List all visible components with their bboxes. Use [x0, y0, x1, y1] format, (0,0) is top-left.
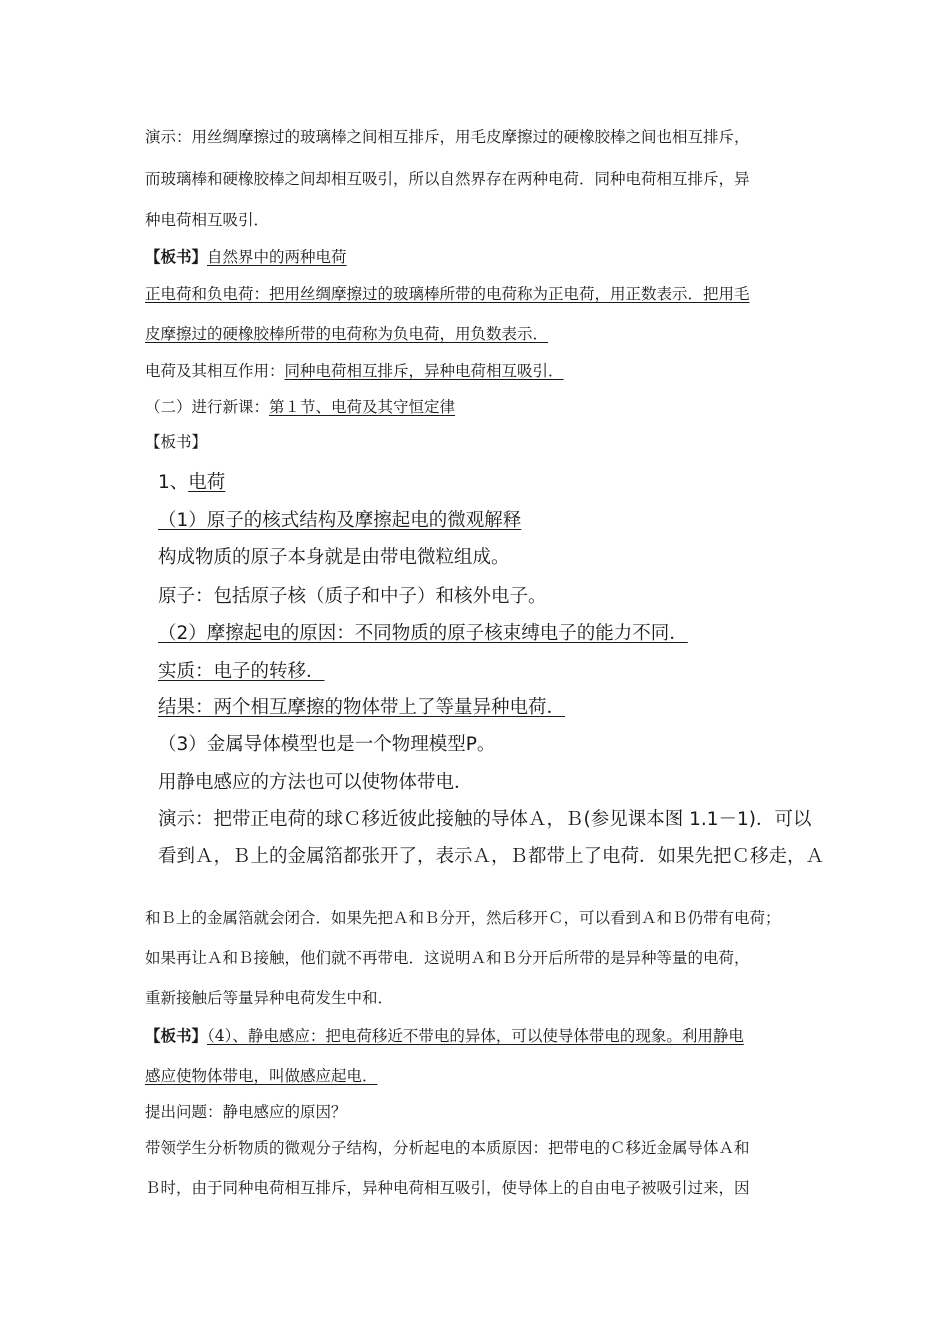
- board-note: [145, 247, 347, 267]
- subheading: （1）原子的核式结构及摩擦起电的微观解释: [158, 510, 522, 531]
- section-title: 电荷: [188, 472, 226, 493]
- paragraph-line: 重新接触后等量异种电荷发生中和．: [145, 989, 394, 1007]
- board-note: [145, 1026, 744, 1046]
- paragraph-line: Ｂ时，由于同种电荷相互排斥，异种电荷相互吸引，使导体上的自由电子被吸引过来，因: [145, 1179, 750, 1197]
- interaction-line: [145, 361, 564, 381]
- body-line: 演示：把带正电荷的球Ｃ移近彼此接触的导体Ａ，Ｂ(参见课本图 1.1－1)．可以: [158, 809, 812, 830]
- body-line: 实质：电子的转移．: [158, 661, 325, 682]
- board-tag: 【板书】: [145, 1026, 208, 1045]
- board-tag: 【板书】: [145, 433, 208, 451]
- body-line: 看到Ａ，Ｂ上的金属箔都张开了，表示Ａ，Ｂ都带上了电荷．如果先把Ｃ移走，Ａ: [158, 846, 825, 867]
- lesson-title: 第１节、电荷及其守恒定律: [269, 398, 456, 416]
- definition-line: 正电荷和负电荷：把用丝绸摩擦过的玻璃棒所带的电荷称为正电荷，用正数表示．把用毛: [145, 285, 750, 303]
- new-lesson-label: （二）进行新课：: [145, 398, 270, 416]
- body-line: 构成物质的原子本身就是由带电微粒组成。: [158, 547, 510, 568]
- body-line: 用静电感应的方法也可以使物体带电．: [158, 772, 473, 793]
- subheading: （2）摩擦起电的原因：不同物质的原子核束缚电子的能力不同．: [158, 623, 688, 644]
- interaction-text: 同种电荷相互排斥，异种电荷相互吸引．: [284, 362, 564, 380]
- paragraph-line: 而玻璃棒和硬橡胶棒之间却相互吸引，所以自然界存在两种电荷．同种电荷相互排斥，异: [145, 170, 750, 188]
- question-line: 提出问题：静电感应的原因？: [145, 1103, 347, 1121]
- board-topic: 自然界中的两种电荷: [207, 248, 347, 266]
- body-line: 原子：包括原子核（质子和中子）和核外电子。: [158, 586, 547, 607]
- board-text: （4）、静电感应：把电荷移近不带电的异体，可以使导体带电的现象。利用静电: [207, 1027, 744, 1045]
- paragraph-line: 如果再让Ａ和Ｂ接触，他们就不再带电．这说明Ａ和Ｂ分开后所带的是异种等量的电荷，: [145, 949, 750, 967]
- subheading: （3）金属导体模型也是一个物理模型P。: [158, 734, 496, 755]
- definition-line: 皮摩擦过的硬橡胶棒所带的电荷称为负电荷，用负数表示．: [145, 325, 549, 343]
- paragraph-line: 和Ｂ上的金属箔就会闭合．如果先把Ａ和Ｂ分开，然后移开Ｃ，可以看到Ａ和Ｂ仍带有电荷；: [145, 909, 781, 927]
- new-lesson-line: [145, 397, 455, 417]
- interaction-label: 电荷及其相互作用：: [145, 362, 285, 380]
- paragraph-line: 带领学生分析物质的微观分子结构，分析起电的本质原因：把带电的Ｃ移近金属导体Ａ和: [145, 1139, 750, 1157]
- board-tag: 【板书】: [145, 247, 208, 266]
- section-heading: [158, 471, 225, 495]
- section-number: 1、: [158, 472, 189, 493]
- body-line: 结果：两个相互摩擦的物体带上了等量异种电荷．: [158, 697, 566, 718]
- paragraph-line: 种电荷相互吸引．: [145, 211, 270, 229]
- board-text: 感应使物体带电，叫做感应起电．: [145, 1067, 378, 1085]
- paragraph-line: 演示：用丝绸摩擦过的玻璃棒之间相互排斥，用毛皮摩擦过的硬橡胶棒之间也相互排斥，: [145, 128, 750, 146]
